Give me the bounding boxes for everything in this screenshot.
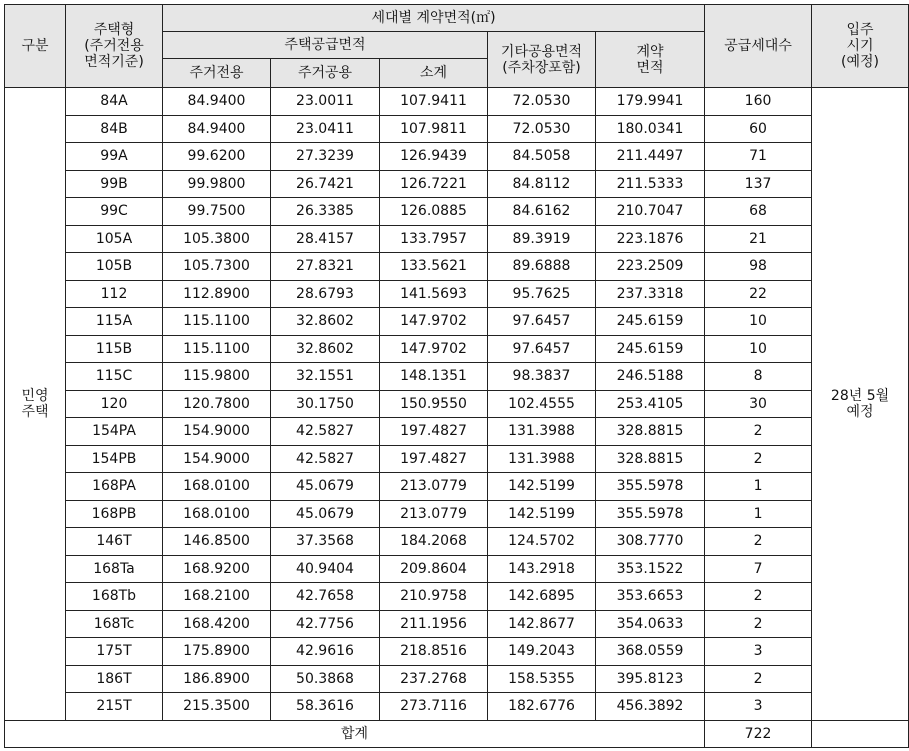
cell-common-area: 23.0011 <box>271 88 380 116</box>
cell-units: 98 <box>705 253 812 281</box>
total-blank-cell <box>812 720 909 747</box>
cell-common-area: 32.8602 <box>271 308 380 336</box>
cell-contract-area: 245.6159 <box>596 308 705 336</box>
table-row <box>5 390 909 418</box>
cell-other-common-area: 98.3837 <box>488 363 596 391</box>
table-row <box>5 88 909 116</box>
cell-type: 168Ta <box>66 555 163 583</box>
cell-exclusive-area: 115.1100 <box>163 335 271 363</box>
cell-exclusive-area: 105.7300 <box>163 253 271 281</box>
cell-exclusive-area: 168.0100 <box>163 500 271 528</box>
cell-units: 22 <box>705 280 812 308</box>
cell-exclusive-area: 215.3500 <box>163 693 271 721</box>
table-row <box>5 665 909 693</box>
table-row <box>5 445 909 473</box>
cell-type: 115C <box>66 363 163 391</box>
cell-subtotal: 197.4827 <box>380 445 488 473</box>
cell-contract-area: 210.7047 <box>596 198 705 226</box>
cell-other-common-area: 182.6776 <box>488 693 596 721</box>
cell-common-area: 28.6793 <box>271 280 380 308</box>
cell-exclusive-area: 99.6200 <box>163 143 271 171</box>
cell-other-common-area: 131.3988 <box>488 418 596 446</box>
cell-other-common-area: 142.6895 <box>488 583 596 611</box>
cell-common-area: 58.3616 <box>271 693 380 721</box>
table-row <box>5 638 909 666</box>
cell-common-area: 50.3868 <box>271 665 380 693</box>
cell-contract-area: 211.4497 <box>596 143 705 171</box>
cell-type: 105B <box>66 253 163 281</box>
cell-type: 175T <box>66 638 163 666</box>
cell-type: 99B <box>66 170 163 198</box>
cell-subtotal: 273.7116 <box>380 693 488 721</box>
cell-type: 168PA <box>66 473 163 501</box>
cell-subtotal: 213.0779 <box>380 473 488 501</box>
cell-other-common-area: 131.3988 <box>488 445 596 473</box>
cell-contract-area: 223.2509 <box>596 253 705 281</box>
header-contract-area: 계약 면적 <box>596 32 705 88</box>
cell-units: 2 <box>705 665 812 693</box>
header-supply-area-group: 주택공급면적 <box>163 32 488 59</box>
cell-common-area: 42.5827 <box>271 418 380 446</box>
cell-exclusive-area: 105.3800 <box>163 225 271 253</box>
cell-exclusive-area: 175.8900 <box>163 638 271 666</box>
cell-common-area: 42.7658 <box>271 583 380 611</box>
cell-exclusive-area: 115.1100 <box>163 308 271 336</box>
cell-type: 186T <box>66 665 163 693</box>
cell-type: 168Tb <box>66 583 163 611</box>
cell-other-common-area: 84.5058 <box>488 143 596 171</box>
cell-subtotal: 218.8516 <box>380 638 488 666</box>
move-in-cell: 28년 5월 예정 <box>812 88 909 721</box>
header-residential-common: 주거공용 <box>271 59 380 88</box>
cell-contract-area: 353.1522 <box>596 555 705 583</box>
table-row <box>5 115 909 143</box>
cell-common-area: 40.9404 <box>271 555 380 583</box>
cell-units: 2 <box>705 418 812 446</box>
total-label: 합계 <box>5 720 705 747</box>
table-row <box>5 198 909 226</box>
cell-units: 137 <box>705 170 812 198</box>
cell-units: 7 <box>705 555 812 583</box>
cell-contract-area: 355.5978 <box>596 473 705 501</box>
table-row <box>5 335 909 363</box>
cell-exclusive-area: 112.8900 <box>163 280 271 308</box>
cell-units: 68 <box>705 198 812 226</box>
cell-other-common-area: 95.7625 <box>488 280 596 308</box>
cell-units: 2 <box>705 583 812 611</box>
cell-other-common-area: 158.5355 <box>488 665 596 693</box>
supply-area-table <box>4 4 909 748</box>
header-category: 구분 <box>5 5 66 88</box>
cell-units: 1 <box>705 473 812 501</box>
cell-type: 168PB <box>66 500 163 528</box>
table-row <box>5 693 909 721</box>
cell-type: 84B <box>66 115 163 143</box>
cell-other-common-area: 142.8677 <box>488 610 596 638</box>
cell-units: 2 <box>705 445 812 473</box>
cell-subtotal: 107.9411 <box>380 88 488 116</box>
table-row <box>5 555 909 583</box>
cell-other-common-area: 84.6162 <box>488 198 596 226</box>
cell-subtotal: 141.5693 <box>380 280 488 308</box>
cell-contract-area: 456.3892 <box>596 693 705 721</box>
table-row <box>5 253 909 281</box>
table-row <box>5 225 909 253</box>
cell-exclusive-area: 84.9400 <box>163 115 271 143</box>
table-row <box>5 500 909 528</box>
cell-exclusive-area: 168.9200 <box>163 555 271 583</box>
cell-common-area: 28.4157 <box>271 225 380 253</box>
cell-contract-area: 368.0559 <box>596 638 705 666</box>
cell-exclusive-area: 99.9800 <box>163 170 271 198</box>
cell-exclusive-area: 154.9000 <box>163 418 271 446</box>
cell-type: 115A <box>66 308 163 336</box>
cell-units: 3 <box>705 693 812 721</box>
table-body <box>5 88 909 721</box>
cell-other-common-area: 89.3919 <box>488 225 596 253</box>
header-contract-area-group: 세대별 계약면적(㎡) <box>163 5 705 32</box>
cell-type: 146T <box>66 528 163 556</box>
cell-exclusive-area: 146.8500 <box>163 528 271 556</box>
cell-units: 3 <box>705 638 812 666</box>
cell-subtotal: 150.9550 <box>380 390 488 418</box>
cell-subtotal: 133.5621 <box>380 253 488 281</box>
table-row <box>5 583 909 611</box>
cell-units: 30 <box>705 390 812 418</box>
header-subtotal: 소계 <box>380 59 488 88</box>
cell-units: 8 <box>705 363 812 391</box>
table-row <box>5 418 909 446</box>
cell-exclusive-area: 168.0100 <box>163 473 271 501</box>
cell-common-area: 23.0411 <box>271 115 380 143</box>
cell-units: 10 <box>705 308 812 336</box>
cell-units: 10 <box>705 335 812 363</box>
table-row <box>5 610 909 638</box>
table-row <box>5 528 909 556</box>
cell-other-common-area: 97.6457 <box>488 335 596 363</box>
cell-contract-area: 246.5188 <box>596 363 705 391</box>
cell-exclusive-area: 99.7500 <box>163 198 271 226</box>
cell-common-area: 45.0679 <box>271 473 380 501</box>
table-row <box>5 280 909 308</box>
cell-exclusive-area: 154.9000 <box>163 445 271 473</box>
cell-units: 2 <box>705 610 812 638</box>
cell-exclusive-area: 84.9400 <box>163 88 271 116</box>
cell-common-area: 30.1750 <box>271 390 380 418</box>
supply-table-container <box>4 4 909 748</box>
cell-subtotal: 147.9702 <box>380 308 488 336</box>
cell-common-area: 45.0679 <box>271 500 380 528</box>
header-move-in: 입주 시기 (예정) <box>812 5 909 88</box>
cell-contract-area: 237.3318 <box>596 280 705 308</box>
cell-type: 154PB <box>66 445 163 473</box>
cell-contract-area: 245.6159 <box>596 335 705 363</box>
table-row <box>5 363 909 391</box>
cell-other-common-area: 97.6457 <box>488 308 596 336</box>
cell-subtotal: 148.1351 <box>380 363 488 391</box>
cell-contract-area: 395.8123 <box>596 665 705 693</box>
cell-contract-area: 223.1876 <box>596 225 705 253</box>
cell-units: 160 <box>705 88 812 116</box>
cell-other-common-area: 89.6888 <box>488 253 596 281</box>
cell-other-common-area: 149.2043 <box>488 638 596 666</box>
cell-contract-area: 328.8815 <box>596 445 705 473</box>
cell-other-common-area: 72.0530 <box>488 115 596 143</box>
cell-subtotal: 107.9811 <box>380 115 488 143</box>
cell-exclusive-area: 186.8900 <box>163 665 271 693</box>
cell-other-common-area: 143.2918 <box>488 555 596 583</box>
cell-contract-area: 308.7770 <box>596 528 705 556</box>
cell-subtotal: 147.9702 <box>380 335 488 363</box>
cell-type: 168Tc <box>66 610 163 638</box>
cell-contract-area: 253.4105 <box>596 390 705 418</box>
cell-common-area: 42.9616 <box>271 638 380 666</box>
cell-common-area: 27.8321 <box>271 253 380 281</box>
cell-other-common-area: 72.0530 <box>488 88 596 116</box>
cell-type: 84A <box>66 88 163 116</box>
cell-units: 2 <box>705 528 812 556</box>
cell-subtotal: 197.4827 <box>380 418 488 446</box>
cell-type: 115B <box>66 335 163 363</box>
header-residential-exclusive: 주거전용 <box>163 59 271 88</box>
cell-exclusive-area: 115.9800 <box>163 363 271 391</box>
cell-subtotal: 210.9758 <box>380 583 488 611</box>
cell-other-common-area: 102.4555 <box>488 390 596 418</box>
cell-contract-area: 354.0633 <box>596 610 705 638</box>
cell-common-area: 27.3239 <box>271 143 380 171</box>
cell-contract-area: 353.6653 <box>596 583 705 611</box>
cell-subtotal: 237.2768 <box>380 665 488 693</box>
cell-subtotal: 211.1956 <box>380 610 488 638</box>
cell-exclusive-area: 168.2100 <box>163 583 271 611</box>
cell-contract-area: 179.9941 <box>596 88 705 116</box>
cell-type: 105A <box>66 225 163 253</box>
cell-common-area: 26.3385 <box>271 198 380 226</box>
table-row <box>5 473 909 501</box>
cell-type: 99C <box>66 198 163 226</box>
cell-subtotal: 126.7221 <box>380 170 488 198</box>
cell-exclusive-area: 168.4200 <box>163 610 271 638</box>
cell-type: 112 <box>66 280 163 308</box>
cell-type: 120 <box>66 390 163 418</box>
cell-type: 154PA <box>66 418 163 446</box>
cell-other-common-area: 84.8112 <box>488 170 596 198</box>
total-units: 722 <box>705 720 812 747</box>
cell-subtotal: 213.0779 <box>380 500 488 528</box>
cell-subtotal: 126.9439 <box>380 143 488 171</box>
cell-exclusive-area: 120.7800 <box>163 390 271 418</box>
cell-type: 215T <box>66 693 163 721</box>
cell-contract-area: 355.5978 <box>596 500 705 528</box>
cell-other-common-area: 142.5199 <box>488 473 596 501</box>
cell-other-common-area: 142.5199 <box>488 500 596 528</box>
table-row <box>5 170 909 198</box>
cell-units: 71 <box>705 143 812 171</box>
cell-common-area: 42.5827 <box>271 445 380 473</box>
cell-common-area: 32.1551 <box>271 363 380 391</box>
total-row <box>5 720 909 747</box>
header-type: 주택형 (주거전용 면적기준) <box>66 5 163 88</box>
cell-other-common-area: 124.5702 <box>488 528 596 556</box>
cell-units: 1 <box>705 500 812 528</box>
cell-common-area: 32.8602 <box>271 335 380 363</box>
cell-subtotal: 133.7957 <box>380 225 488 253</box>
cell-units: 60 <box>705 115 812 143</box>
cell-contract-area: 328.8815 <box>596 418 705 446</box>
cell-contract-area: 211.5333 <box>596 170 705 198</box>
cell-contract-area: 180.0341 <box>596 115 705 143</box>
header-other-common: 기타공용면적 (주차장포함) <box>488 32 596 88</box>
cell-common-area: 37.3568 <box>271 528 380 556</box>
category-cell: 민영 주택 <box>5 88 66 721</box>
table-row <box>5 143 909 171</box>
cell-common-area: 26.7421 <box>271 170 380 198</box>
cell-subtotal: 184.2068 <box>380 528 488 556</box>
cell-type: 99A <box>66 143 163 171</box>
cell-units: 21 <box>705 225 812 253</box>
cell-common-area: 42.7756 <box>271 610 380 638</box>
cell-subtotal: 209.8604 <box>380 555 488 583</box>
table-header <box>5 5 909 88</box>
cell-subtotal: 126.0885 <box>380 198 488 226</box>
header-units: 공급세대수 <box>705 5 812 88</box>
table-row <box>5 308 909 336</box>
